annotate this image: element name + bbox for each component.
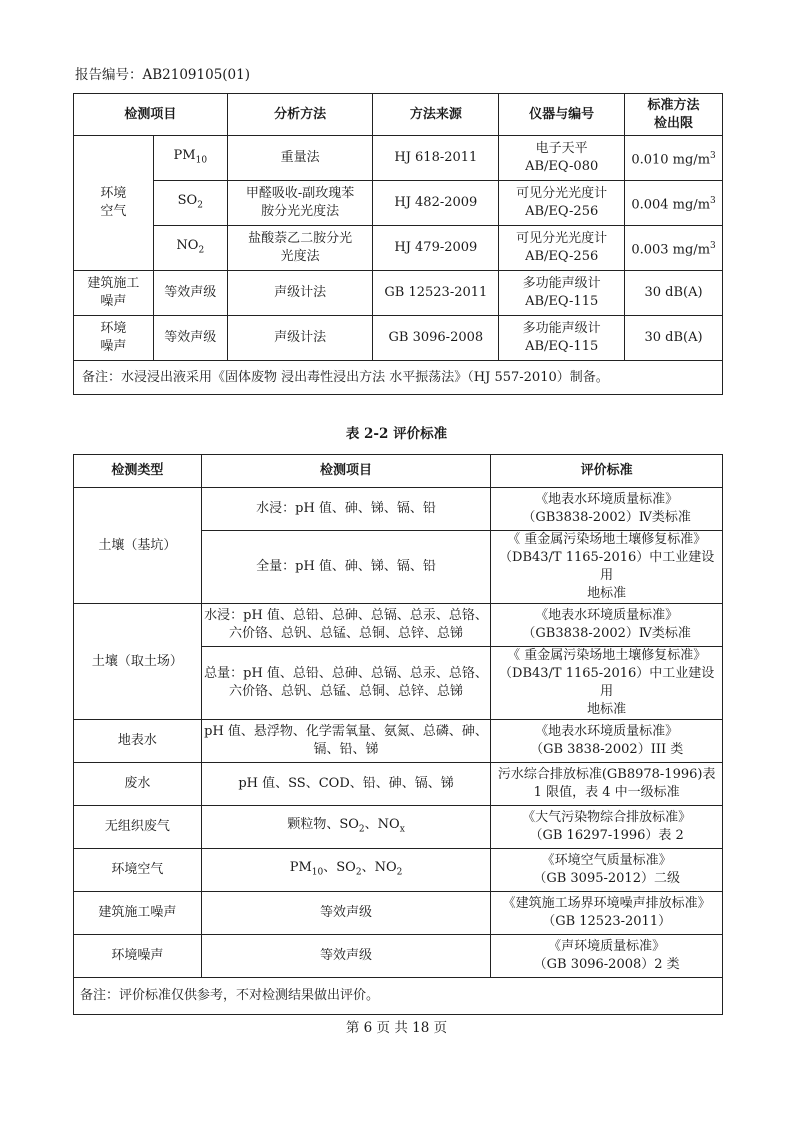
method-cell: 声级计法 — [227, 271, 373, 316]
table-row — [74, 935, 723, 978]
table-row — [74, 226, 723, 271]
table-header-row — [74, 455, 723, 488]
instrument-cell: 可见分光光度计 AB/EQ-256 — [499, 226, 625, 271]
limit-cell: 0.004 $mg/m^3$ — [625, 181, 723, 226]
table-row — [74, 136, 723, 181]
table1-note: 备注：水浸浸出液采用《固体废物 浸出毒性浸出方法 水平振荡法》（HJ 557-2010）制备。 — [74, 361, 723, 395]
item-cell: 等效声级 — [153, 316, 227, 361]
standard-cell: 《 重金属污染场地土壤修复标准》 （DB43/T 1165-2016）中工业建设用 地标准 — [491, 531, 723, 604]
limit-cell: 30 dB(A) — [625, 271, 723, 316]
header-cell: 检测项目 — [74, 94, 228, 136]
table-row — [74, 720, 723, 763]
type-cell: 建筑施工噪声 — [74, 892, 202, 935]
page-footer: 第 6 页 共 18 页 — [345, 1020, 448, 1036]
instrument-cell: 多功能声级计 AB/EQ-115 — [499, 271, 625, 316]
standard-table — [73, 454, 723, 1015]
source-cell: HJ 482-2009 — [373, 181, 499, 226]
type-cell: 土壤（取土场） — [74, 604, 202, 720]
header-cell: 仪器与编号 — [499, 94, 625, 136]
limit-cell: 0.010 $mg/m^3$ — [625, 136, 723, 181]
standard-cell: 《 重金属污染场地土壤修复标准》 （DB43/T 1165-2016）中工业建设用 地标准 — [491, 647, 723, 720]
method-cell: 甲醛吸收-副玫瑰苯 胺分光光度法 — [227, 181, 373, 226]
item-cell: 全量：pH 值、砷、锑、镉、铅 — [201, 531, 491, 604]
limit-cell: 0.003 $mg/m^3$ — [625, 226, 723, 271]
note-row — [74, 361, 723, 395]
source-cell: GB 3096-2008 — [373, 316, 499, 361]
source-cell: HJ 618-2011 — [373, 136, 499, 181]
note-row — [74, 978, 723, 1015]
header-cell: 检测类型 — [74, 455, 202, 488]
table-row — [74, 181, 723, 226]
type-cell: 无组织废气 — [74, 806, 202, 849]
item-cell: $PM_{10}$、$SO_2$、$NO_2$ — [201, 849, 491, 892]
standard-cell: 《环境空气质量标准》 （GB 3095-2012）二级 — [491, 849, 723, 892]
item-cell: 水浸：pH 值、总铅、总砷、总镉、总汞、总铬、 六价铬、总钒、总锰、总铜、总锌、总锑 — [201, 604, 491, 647]
type-cell: 废水 — [74, 763, 202, 806]
method-table — [73, 93, 723, 395]
table-row — [74, 271, 723, 316]
type-cell: 环境空气 — [74, 849, 202, 892]
type-cell: 地表水 — [74, 720, 202, 763]
table-row — [74, 316, 723, 361]
method-cell: 盐酸萘乙二胺分光 光度法 — [227, 226, 373, 271]
instrument-cell: 电子天平 AB/EQ-080 — [499, 136, 625, 181]
standard-cell: 《地表水环境质量标准》 （GB3838-2002）Ⅳ类标准 — [491, 488, 723, 531]
standard-cell: 《声环境质量标准》 （GB 3096-2008）2 类 — [491, 935, 723, 978]
table-row — [74, 763, 723, 806]
group-cell: 建筑施工 噪声 — [74, 271, 154, 316]
type-cell: 环境噪声 — [74, 935, 202, 978]
header-cell: 分析方法 — [227, 94, 373, 136]
item-cell: 总量：pH 值、总铅、总砷、总镉、总汞、总铬、 六价铬、总钒、总锰、总铜、总锌、总锑 — [201, 647, 491, 720]
limit-cell: 30 dB(A) — [625, 316, 723, 361]
table-header-row — [74, 94, 723, 136]
report-number: 报告编号：AB2109105(01) — [75, 67, 251, 83]
type-cell: 土壤（基坑） — [74, 488, 202, 604]
item-cell: 水浸：pH 值、砷、锑、镉、铅 — [201, 488, 491, 531]
table-row — [74, 806, 723, 849]
item-cell: pH 值、SS、COD、铅、砷、镉、锑 — [201, 763, 491, 806]
item-cell: $NO_2$ — [153, 226, 227, 271]
item-cell: 等效声级 — [201, 935, 491, 978]
source-cell: GB 12523-2011 — [373, 271, 499, 316]
item-cell: pH 值、悬浮物、化学需氧量、氨氮、总磷、砷、 镉、铅、锑 — [201, 720, 491, 763]
item-cell: $SO_2$ — [153, 181, 227, 226]
table-row — [74, 849, 723, 892]
method-cell: 声级计法 — [227, 316, 373, 361]
instrument-cell: 多功能声级计 AB/EQ-115 — [499, 316, 625, 361]
standard-cell: 《大气污染物综合排放标准》 （GB 16297-1996）表 2 — [491, 806, 723, 849]
table2-note: 备注：评价标准仅供参考，不对检测结果做出评价。 — [74, 978, 723, 1015]
header-cell: 检测项目 — [201, 455, 491, 488]
method-cell: 重量法 — [227, 136, 373, 181]
standard-cell: 《建筑施工场界环境噪声排放标准》 （GB 12523-2011） — [491, 892, 723, 935]
item-cell: 等效声级 — [153, 271, 227, 316]
table2-caption: 表 2-2 评价标准 — [345, 426, 448, 442]
instrument-cell: 可见分光光度计 AB/EQ-256 — [499, 181, 625, 226]
standard-cell: 《地表水环境质量标准》 （GB3838-2002）Ⅳ类标准 — [491, 604, 723, 647]
header-cell: 评价标准 — [491, 455, 723, 488]
table-row — [74, 892, 723, 935]
table-row — [74, 488, 723, 531]
item-cell: 等效声级 — [201, 892, 491, 935]
header-cell: 方法来源 — [373, 94, 499, 136]
group-cell: 环境 空气 — [74, 136, 154, 271]
group-cell: 环境 噪声 — [74, 316, 154, 361]
header-cell: 标准方法 检出限 — [625, 94, 723, 136]
standard-cell: 污水综合排放标准(GB8978-1996)表 1 限值，表 4 中一级标准 — [491, 763, 723, 806]
item-cell: 颗粒物、$SO_2$、$NO_x$ — [201, 806, 491, 849]
standard-cell: 《地表水环境质量标准》 （GB 3838-2002）III 类 — [491, 720, 723, 763]
item-cell: $PM_{10}$ — [153, 136, 227, 181]
table-row — [74, 604, 723, 647]
source-cell: HJ 479-2009 — [373, 226, 499, 271]
